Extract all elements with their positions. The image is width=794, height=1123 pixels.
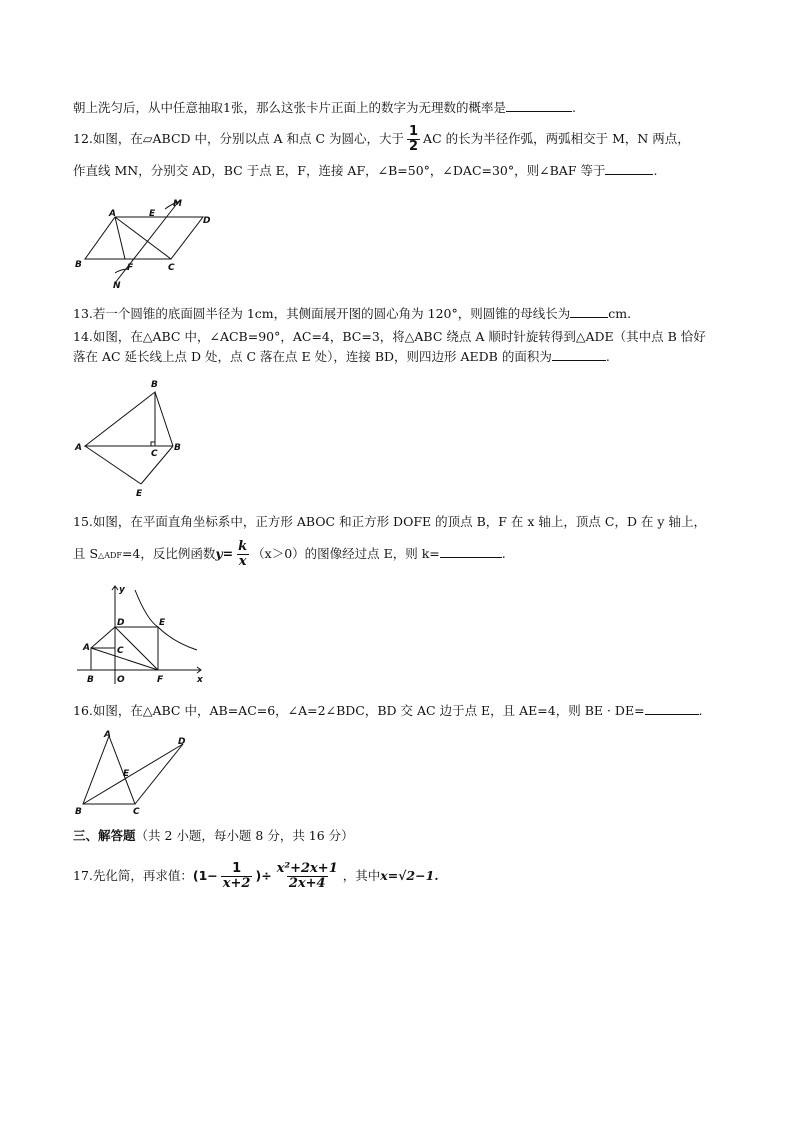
answer-blank bbox=[440, 545, 502, 558]
label-a: A bbox=[104, 730, 111, 740]
label-c: C bbox=[117, 646, 124, 656]
square-aboc bbox=[91, 648, 115, 670]
q11-text: 朝上洗匀后，从中任意抽取1张，那么这张卡片正面上的数字为无理数的概率是 bbox=[73, 100, 506, 115]
q12-text-b: ▱ABCD 中，分别以点 A 和点 C 为圆心，大于 bbox=[142, 131, 404, 146]
period: . bbox=[501, 546, 506, 561]
q12-line2 bbox=[73, 162, 657, 180]
equals: = bbox=[222, 546, 234, 561]
q17-line bbox=[73, 856, 439, 896]
right-angle-c bbox=[151, 442, 155, 446]
q16-text: 16.如图，在△ABC 中，AB=AC=6，∠A=2∠BDC，BD 交 AC 边于点 E，且 AE=4，则 BE · DE= bbox=[73, 703, 645, 718]
period: . bbox=[571, 100, 576, 115]
q15-text-1: 15.如图，在平面直角坐标系中，正方形 ABOC 和正方形 DOFE 的顶点 B，F 在 x 轴上，顶点 C，D 在 y 轴上， bbox=[73, 514, 706, 529]
q12-parallelogram-figure bbox=[73, 195, 223, 295]
label-c: C bbox=[151, 449, 158, 459]
segment-bd bbox=[155, 392, 173, 446]
answer-blank bbox=[570, 305, 608, 318]
label-b: B bbox=[75, 807, 82, 817]
label-e: E bbox=[159, 618, 166, 628]
right-paren-div: )÷ bbox=[255, 868, 272, 883]
q14-line1 bbox=[73, 328, 706, 346]
k-over-x-fraction bbox=[236, 540, 249, 569]
parallelogram-abcd bbox=[85, 217, 203, 259]
label-m: M bbox=[173, 199, 182, 209]
frac-num: x²+2x+1 bbox=[276, 861, 338, 876]
q14-triangle-figure bbox=[73, 378, 193, 500]
label-d: D bbox=[178, 737, 186, 747]
fraction-1-over-x-plus-2 bbox=[221, 862, 253, 891]
label-f: F bbox=[157, 675, 164, 685]
frac-den: 2 bbox=[409, 139, 419, 154]
answer-blank bbox=[645, 702, 699, 715]
label-a: A bbox=[83, 643, 90, 653]
label-e: E bbox=[136, 489, 143, 499]
q15-text-b: =4，反比例函数 bbox=[121, 546, 216, 561]
label-b: B bbox=[151, 380, 158, 390]
label-y: y bbox=[119, 585, 125, 595]
label-d: B bbox=[174, 443, 181, 453]
q17-condition: x=√2−1. bbox=[380, 868, 439, 883]
label-o: O bbox=[117, 675, 125, 685]
q14-text-2: 落在 AC 延长线上点 D 处，点 C 落在点 E 处），连接 BD，则四边形 AEDB 的面积为 bbox=[73, 349, 552, 364]
segment-af bbox=[91, 648, 158, 670]
q11-line bbox=[73, 99, 576, 117]
section3-title: 三、解答题 bbox=[73, 828, 136, 843]
segment-ad bbox=[91, 627, 115, 648]
q13-text: 13.若一个圆锥的底面圆半径为 1cm，其侧面展开图的圆心角为 120°，则圆锥的母线长为 bbox=[73, 306, 571, 321]
half-fraction bbox=[407, 125, 420, 154]
triangle-abc bbox=[85, 392, 155, 446]
period: . bbox=[605, 349, 610, 364]
label-f: F bbox=[127, 263, 134, 273]
label-d: D bbox=[203, 216, 211, 226]
answer-blank bbox=[506, 99, 572, 112]
label-a: A bbox=[75, 443, 82, 453]
frac-num: 1 bbox=[409, 124, 419, 139]
q15-coordinate-figure bbox=[73, 580, 213, 690]
q16-triangle-figure bbox=[73, 728, 198, 818]
q13-unit: cm. bbox=[608, 306, 632, 321]
hyperbola bbox=[135, 590, 197, 650]
answer-blank bbox=[605, 162, 653, 175]
q13-line bbox=[73, 305, 631, 323]
label-e: E bbox=[123, 769, 130, 779]
label-n: N bbox=[113, 281, 121, 291]
frac-num: k bbox=[238, 539, 248, 554]
left-paren: (1− bbox=[192, 868, 218, 883]
label-a: A bbox=[109, 209, 116, 219]
period: . bbox=[653, 163, 658, 178]
segment-dc bbox=[135, 744, 183, 804]
answer-blank bbox=[552, 348, 606, 361]
q15-line1 bbox=[73, 513, 706, 531]
q16-line bbox=[73, 702, 703, 720]
segment-bd bbox=[83, 744, 183, 804]
q12-text-2: 作直线 MN，分别交 AD，BC 于点 E，F，连接 AF，∠B=50°，∠DAC=30°，则∠BAF 等于 bbox=[73, 163, 606, 178]
q12-line1 bbox=[73, 124, 690, 154]
var-y: y bbox=[215, 546, 223, 561]
q12-text-c: AC 的长为半径作弧，两弧相交于 M，N 两点， bbox=[423, 131, 690, 146]
q14-text-1: 14.如图，在△ABC 中，∠ACB=90°，AC=4，BC=3，将△ABC 绕点 A 顺时针旋转得到△ADE（其中点 B 恰好 bbox=[73, 329, 706, 344]
label-d: D bbox=[117, 618, 125, 628]
section3-heading bbox=[73, 827, 354, 845]
q15-subscript: △ADF bbox=[98, 551, 122, 560]
q12-text-a: 12.如图，在 bbox=[73, 131, 143, 146]
label-b: B bbox=[87, 675, 94, 685]
label-c: C bbox=[133, 807, 140, 817]
frac-num: 1 bbox=[232, 861, 242, 876]
q14-line2 bbox=[73, 348, 610, 366]
label-b: B bbox=[75, 260, 82, 270]
q15-text-a: 且 S bbox=[73, 546, 99, 561]
period: . bbox=[698, 703, 703, 718]
frac-den: 2x+4 bbox=[288, 876, 326, 891]
fraction-poly bbox=[275, 862, 340, 891]
frac-den: x+2 bbox=[222, 876, 251, 891]
segment-ae bbox=[85, 446, 141, 484]
label-e: E bbox=[149, 209, 156, 219]
label-x: x bbox=[197, 675, 203, 685]
q15-line2 bbox=[73, 538, 506, 572]
frac-den: x bbox=[238, 554, 247, 569]
section3-note: （共 2 小题，每小题 8 分，共 16 分） bbox=[135, 828, 354, 843]
q15-text-c: （x＞0）的图像经过点 E，则 k= bbox=[252, 546, 440, 561]
q17-lead: 17.先化简，再求值： bbox=[73, 868, 193, 883]
q17-tail: ，其中 bbox=[342, 868, 381, 883]
label-c: C bbox=[168, 263, 175, 273]
